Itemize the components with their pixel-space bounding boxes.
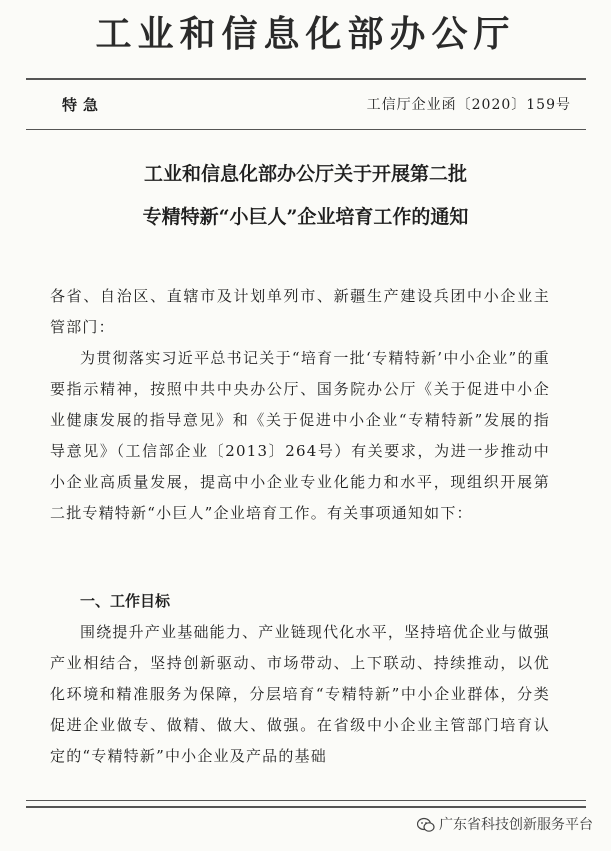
header-divider-top <box>26 78 586 80</box>
watermark <box>417 815 593 835</box>
wechat-icon <box>417 817 435 833</box>
document-title-line-1: 工业和信息化部办公厅关于开展第二批 <box>143 163 467 185</box>
section-1-body <box>50 617 550 772</box>
paragraph-1: 为贯彻落实习近平总书记关于“培育一批‘专精特新’中小企业”的重要指示精神，按照中共中央办公厅、国务院办公厅《关于促进中小企业健康发展的指导意见》和《关于促进中小企业“专精特新”发展的指导意见》（工信部企业〔2013〕264号）有关要求，为进一步推动中小企业高质量发展，提高中小企业专业化能力和水平，现组织开展第二批专精特新“小巨人”企业培育工作。有关事项通知如下： <box>50 349 550 522</box>
urgency-label: 特急 <box>62 96 105 114</box>
letterhead-org-name: 工业和信息化部办公厅 <box>95 14 516 55</box>
watermark-label: 广东省科技创新服务平台 <box>439 817 593 833</box>
section-1-heading: 一、工作目标 <box>80 592 171 610</box>
footer-divider-top <box>26 800 586 801</box>
document-title-line-2: 专精特新“小巨人”企业培育工作的通知 <box>142 206 469 228</box>
footer-divider-bottom <box>26 806 586 808</box>
section-1-text: 围绕提升产业基础能力、产业链现代化水平，坚持培优企业与做强产业相结合，坚持创新驱动、市场带动、上下联动、持续推动，以优化环境和精准服务为保障，分层培育“专精特新”中小企业群体，分类促进企业做专、做精、做大、做强。在省级中小企业主管部门培育认定的“专精特新”中小企业及产品的基础 <box>50 623 550 765</box>
addressee: 各省、自治区、直辖市及计划单列市、新疆生产建设兵团中小企业主管部门： <box>50 287 550 336</box>
document-number: 工信厅企业函〔2020〕159号 <box>366 97 571 113</box>
body-intro <box>50 281 550 529</box>
header-divider-bottom <box>26 129 586 130</box>
